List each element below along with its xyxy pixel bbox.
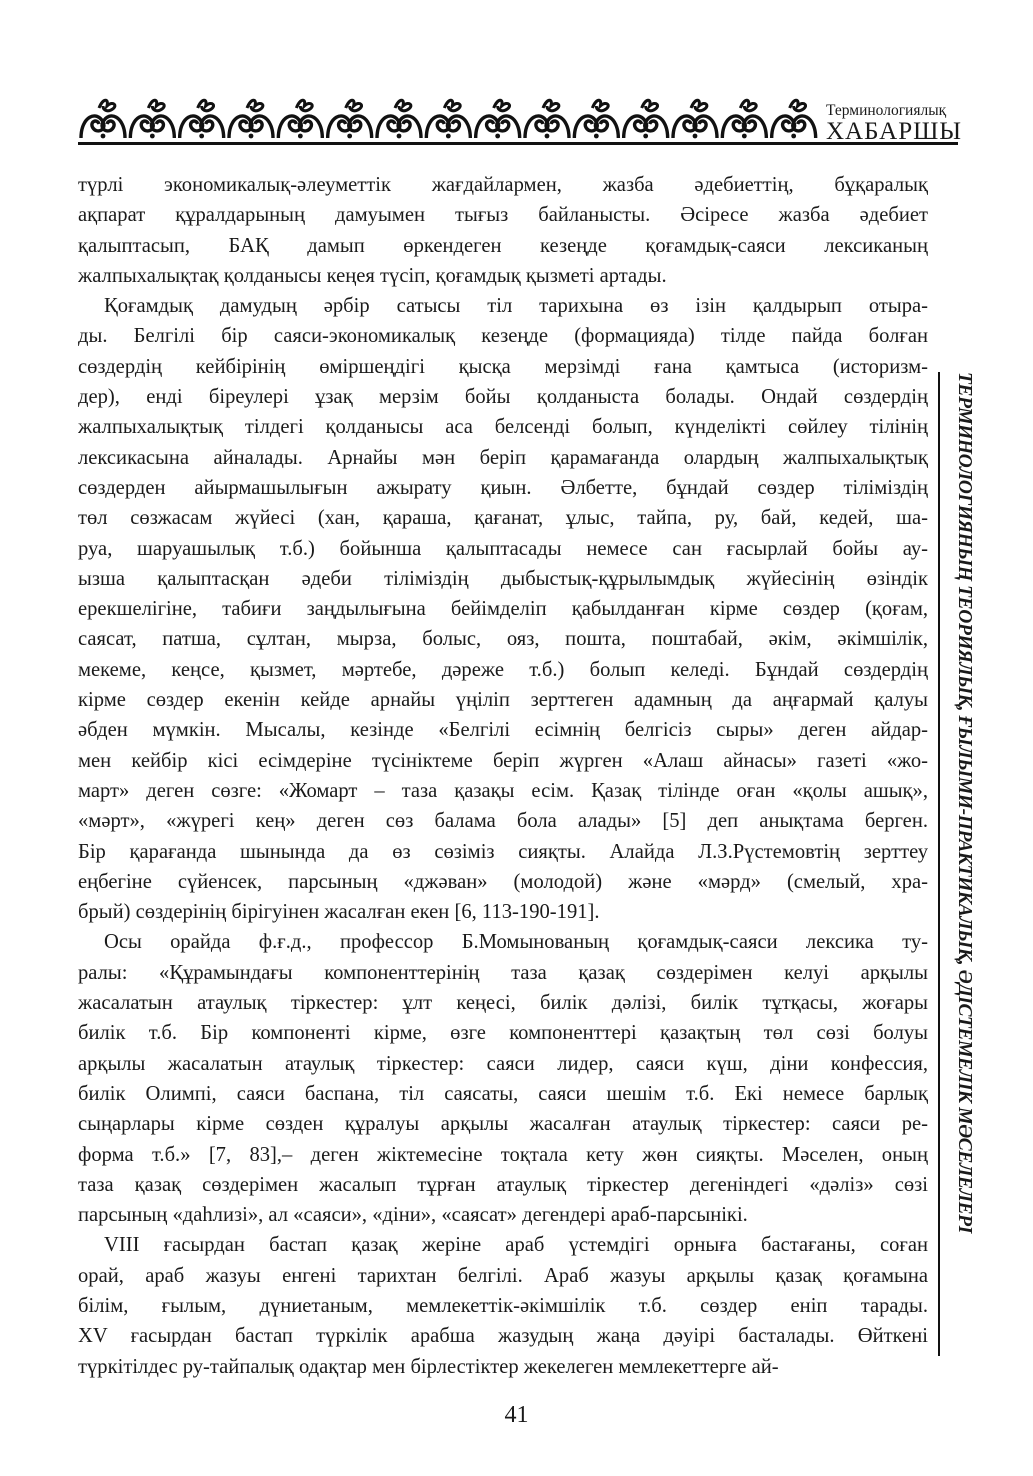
journal-title-small: Терминологиялық [826, 102, 947, 119]
text-line: білім, ғылым, дүниетаным, мемлекеттік-әкімшілік т.б. сөздер еніп тарады. [78, 1294, 928, 1317]
text-line: Қоғамдық дамудың әрбір сатысы тіл тарихына өз ізін қалдырып отыра- [104, 295, 928, 318]
ornament-motif [476, 100, 520, 138]
ornament-motif [328, 100, 372, 138]
text-line: мен кейбір кісі есімдеріне түсініктеме беріп жүрген «Алаш айнасы» газеті «жо- [78, 749, 928, 772]
text-line: еңбегіне сүйенсек, парсының «джәван» (молодой) және «мәрд» (смелый, хра- [78, 870, 928, 893]
text-line: «мәрт», «жүрегі кең» деген сөз балама бола алады» [5] деп анықтама берген. [78, 810, 928, 833]
paragraph [78, 927, 928, 1230]
ornament-motif [624, 100, 668, 138]
text-line: ақпарат құралдарының дамуымен тығыз байланысты. Әсіресе жазба әдебиет [78, 204, 928, 227]
ornament-motif [180, 100, 224, 138]
paragraph [78, 170, 928, 291]
text-line: руа, шаруашылық т.б.) бойынша қалыптасады немесе сан ғасырлай бойы ау- [78, 537, 928, 560]
ornament-motif [278, 100, 322, 138]
text-line: төл сөзжасам жүйесі (хан, қараша, қағанат, ұлыс, тайпа, ру, бай, кедей, ша- [78, 507, 928, 530]
text-line: саясат, патша, сұлтан, мырза, болыс, ояз, пошта, поштабай, әкім, әкімшілік, [78, 628, 928, 651]
text-line: ды. Белгілі бір саяси-экономикалық кезеңде (формацияда) тілде пайда болған [78, 325, 928, 348]
text-line: жасалатын атаулық тіркестер: ұлт кеңесі, билік дәлізі, билік тұтқасы, жоғары [78, 992, 928, 1015]
header-ornament-icon [78, 96, 818, 144]
text-line: парсының «даһлизі», ал «саяси», «діни», «саясат» дегендері араб-парсынікі. [78, 1204, 748, 1227]
ornament-motif [772, 100, 816, 138]
text-line: ызша қалыптасқан әдеби тіліміздің дыбыстық-құрылымдық жүйесінің өзіндік [78, 567, 928, 590]
text-line: билік Олимпі, саяси баспана, тіл саясаты, саяси шешім т.б. Екі немесе барлық [78, 1082, 928, 1105]
side-running-title: ТЕРМИНОЛОГИЯНЫҢ ТЕОРИЯЛЫҚ, ҒЫЛЫМИ-ПРАКТИКАЛЫҚ, ӘДІСТЕМЕЛІК МӘСЕЛЕЛЕРІ [954, 372, 975, 1233]
text-line: брый) сөздерінің бірігуінен жасалған екен [6, 113-190-191]. [78, 901, 600, 924]
text-line: Осы орайда ф.ғ.д., профессор Б.Момынованың қоғамдық-саяси лексика ту- [104, 931, 928, 954]
side-divider [938, 372, 940, 1356]
text-line: қалыптасып, БАҚ дамып өркендеген кезеңде қоғамдық-саяси лексиканың [78, 234, 928, 257]
article-body [78, 170, 928, 1382]
text-line: арқылы жасалатын атаулық тіркестер: саяси лидер, саяси күш, діни конфессия, [78, 1052, 928, 1075]
text-line: орай, араб жазуы енгені тарихтан белгілі. Араб жазуы арқылы қазақ қоғамына [78, 1264, 928, 1287]
text-line: ерекшелігіне, табиғи заңдылығына бейімделіп қабылданған кірме сөздер (қоғам, [78, 598, 928, 621]
text-line: форма т.б.» [7, 83],– деген жіктемесіне тоқтала кету жөн сияқты. Мәселен, оның [78, 1143, 928, 1166]
ornament-motif [673, 100, 717, 138]
ornament-motif [377, 100, 421, 138]
ornament-motif [81, 100, 125, 138]
paragraph [78, 291, 928, 927]
header-divider [78, 142, 958, 145]
text-line: XV ғасырдан бастап түркілік арабша жазудың жаңа дәуірі басталады. Өйткені [78, 1325, 928, 1348]
text-line: түрлі экономикалық-әлеуметтік жағдайлармен, жазба әдебиеттің, бұқаралық [78, 174, 928, 196]
ornament-motif [525, 100, 569, 138]
journal-title-main: ХАБАРШЫ [826, 118, 963, 145]
text-line: кірме сөздер екенін кейде арнайы үңіліп зерттеген адамның да аңғармай қалуы [78, 689, 928, 712]
text-line: жалпыхалықтық тілдегі қолданысы аса белсенді болып, күнделікті сөйлеу тілінің [78, 416, 928, 439]
text-line: мекеме, кеңсе, қызмет, мәртебе, дәреже т.б.) болып келеді. Бұндай сөздердің [78, 658, 928, 681]
ornament-motif [130, 100, 174, 138]
text-line: әбден мүмкін. Мысалы, кезінде «Белгілі есімнің белгісіз сыры» деген айдар- [78, 719, 928, 742]
text-line: март» деген сөзге: «Жомарт – таза қазақы есім. Қазақ тілінде оған «қолы ашық», [78, 779, 928, 802]
paragraph [78, 1230, 928, 1381]
ornament-motif [229, 100, 273, 138]
text-line: VIII ғасырдан бастап қазақ жеріне араб үстемдігі орныға бастағаны, соған [104, 1234, 928, 1257]
ornament-motif [426, 100, 470, 138]
text-line: сөздерден айырмашылығын ажырату қиын. Әлбетте, бұндай сөздер тіліміздің [78, 476, 928, 499]
text-line: ралы: «Құрамындағы компоненттерінің таза қазақ сөздерімен келуі арқылы [78, 961, 928, 984]
ornament-motif [722, 100, 766, 138]
text-line: сөздердің кейбірінің өміршеңдігі қысқа мерзімді ғана қамтыса (историзм- [78, 355, 928, 378]
ornament-motif [574, 100, 618, 138]
text-line: Бір қарағанда шынында да өз сөзіміз сияқты. Алайда Л.З.Рүстемовтің зерттеу [78, 840, 928, 863]
text-line: сыңарлары кірме сөзден құралуы арқылы жасалған атаулық тіркестер: саяси ре- [78, 1113, 928, 1136]
text-line: дер), енді біреулері ұзақ мерзім бойы қолданыста болады. Ондай сөздердің [78, 386, 928, 409]
text-line: лексикасына айналады. Арнайы мән беріп қарамағанда олардың жалпыхалықтық [78, 446, 928, 469]
text-line: билік т.б. Бір компоненті кірме, өзге компоненттері қазақтың төл сөзі болуы [78, 1022, 928, 1045]
page-number: 41 [504, 1402, 529, 1428]
text-line: түркітілдес ру-тайпалық одақтар мен бірлестіктер жекелеген мемлекеттерге ай- [78, 1355, 779, 1378]
text-line: жалпыхалықтақ қолданысы кеңея түсіп, қоғамдық қызметі артады. [78, 264, 667, 287]
text-line: таза қазақ сөздерімен жасалып тұрған атаулық тіркестер дегеніндегі «дәліз» сөзі [78, 1173, 928, 1196]
